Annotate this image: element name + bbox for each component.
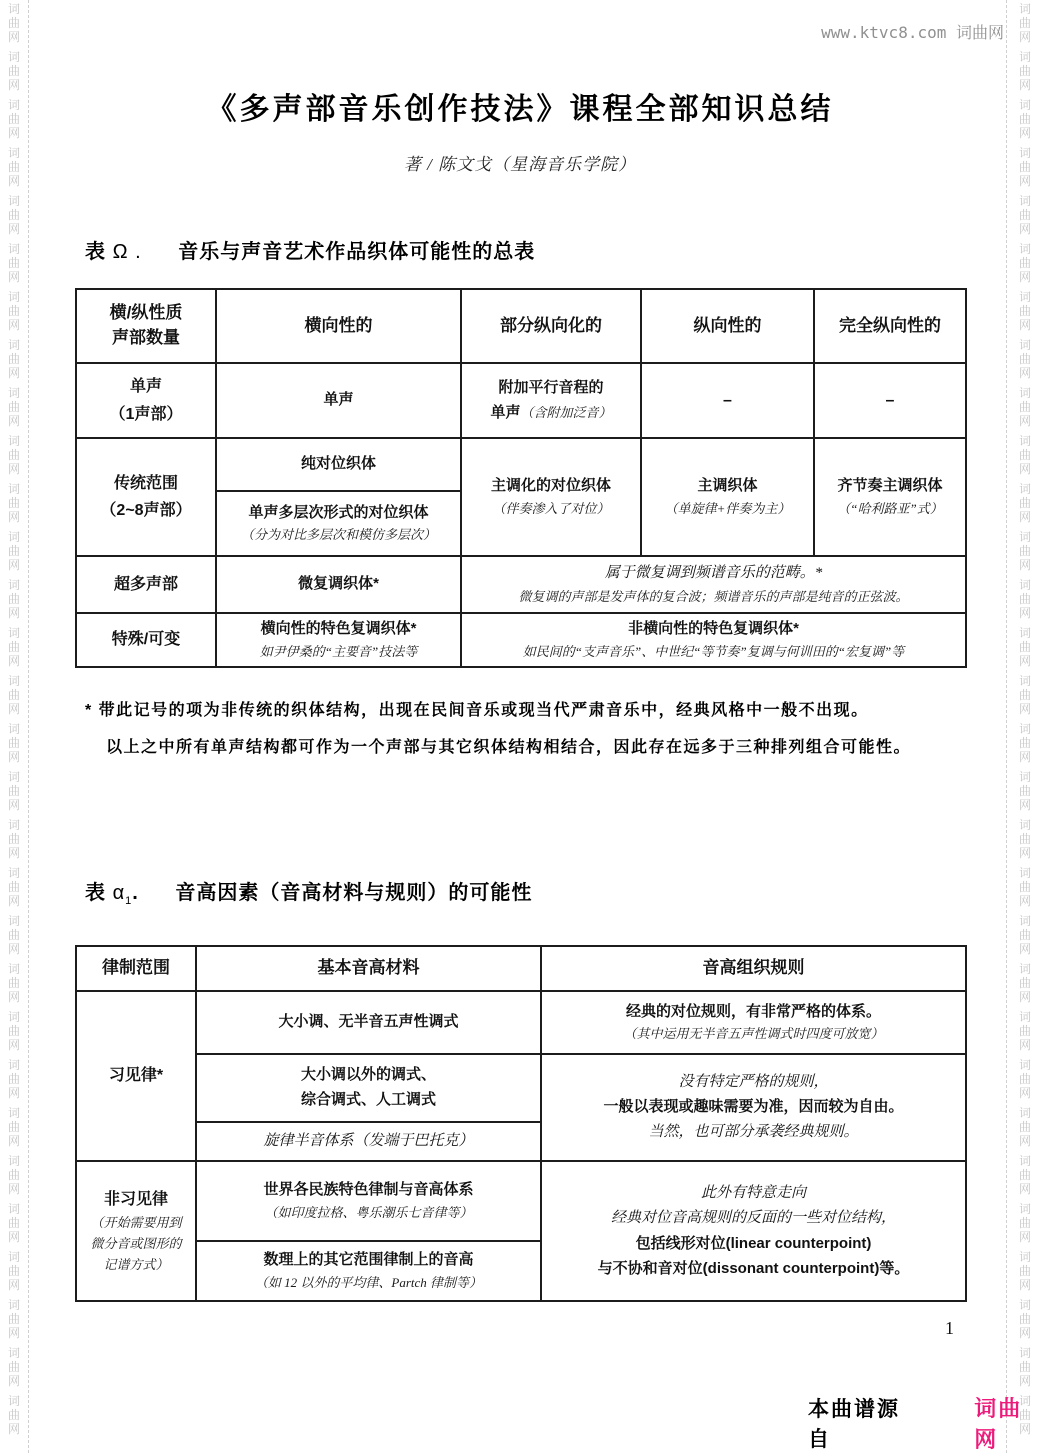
side-watermark-group: 词 曲 网 <box>1019 530 1032 572</box>
side-watermark-group: 词 曲 网 <box>1019 818 1032 860</box>
footnote-line1: * 带此记号的项为非传统的织体结构，出现在民间音乐或现当代严肃音乐中，经典风格中一般不出现。 <box>85 702 869 719</box>
side-watermark-group: 词 曲 网 <box>1019 722 1032 764</box>
omega-cell-special-span <box>461 613 966 667</box>
alpha-header-rules: 音高组织规则 <box>541 946 966 991</box>
side-watermark-group: 词 曲 网 <box>7 482 20 524</box>
omega-cell-pure-counterpoint: 纯对位织体 <box>216 438 461 491</box>
side-watermark-group: 词 曲 网 <box>1019 914 1032 956</box>
side-watermark-group: 词 曲 网 <box>1019 1106 1032 1148</box>
omega-cell-homophonized <box>461 438 641 556</box>
alpha-cell-free-rules-line1: 没有特定严格的规则， <box>678 1073 829 1090</box>
alpha-cell-counter-rules <box>541 1161 966 1301</box>
table-alpha <box>75 945 967 1302</box>
omega-row-mono-label-line2: （1声部） <box>109 405 183 423</box>
omega-cell-multilayer-main: 单声多层次形式的对位织体 <box>248 503 429 521</box>
alpha-label-uncommon-note2: 微分音或图形的 <box>90 1236 182 1252</box>
side-watermark-group: 词 曲 网 <box>1019 242 1032 284</box>
side-watermark-group: 词 曲 网 <box>1019 2 1032 44</box>
omega-header-vertical: 纵向性的 <box>641 289 814 363</box>
side-watermark-group: 词 曲 网 <box>7 866 20 908</box>
alpha-cell-counter-rules-line2: 经典对位音高规则的反面的一些对位结构， <box>610 1210 896 1227</box>
caption-alpha-subscript: 1 <box>125 895 133 907</box>
side-watermark-group: 词 曲 网 <box>1019 578 1032 620</box>
omega-header-partial: 部分纵向化的 <box>461 289 641 363</box>
alpha-label-uncommon-main: 非习见律 <box>103 1191 168 1209</box>
omega-cell-lateral-note: 如尹伊桑的“主要音”技法等 <box>259 643 418 659</box>
alpha-cell-free-rules-line2: 一般以表现或趣味需要为准，因而较为自由。 <box>603 1098 904 1116</box>
top-right-watermark: www.ktvc8.com 词曲网 <box>821 23 1004 42</box>
side-watermark-group: 词 曲 网 <box>1019 194 1032 236</box>
omega-cell-mono-partial-main: 单声 <box>490 403 521 421</box>
omega-cell-special-span-main: 非横向性的特色复调织体* <box>628 620 799 638</box>
omega-cell-mono-partial-line1: 附加平行音程的 <box>498 378 604 396</box>
omega-cell-special-span-note: 如民间的“支声音乐”、中世纪“等节奏”复调与何训田的“宏复调”等 <box>522 643 905 659</box>
side-watermark-group: 词 曲 网 <box>7 98 20 140</box>
alpha-cell-counter-rules-line3: 包括线形对位(linear counterpoint) <box>635 1234 872 1252</box>
alpha-cell-free-rules <box>541 1054 966 1161</box>
alpha-cell-classic-rules <box>541 991 966 1054</box>
byline: 著 / 陈文戈（星海音乐学院） <box>403 155 637 174</box>
omega-cell-isorhythmic <box>814 438 966 556</box>
side-watermark-group: 词 曲 网 <box>7 1154 20 1196</box>
alpha-cell-counter-rules-line4: 与不协和音对位(dissonant counterpoint)等。 <box>597 1259 910 1277</box>
alpha-header-material: 基本音高材料 <box>196 946 541 991</box>
footnote-line2: 以上之中所有单声结构都可作为一个声部与其它织体结构相结合，因此存在远多于三种排列组合可能性。 <box>106 739 912 756</box>
alpha-cell-ethnic-tunings <box>196 1161 541 1241</box>
side-watermark-group: 词 曲 网 <box>1019 1250 1032 1292</box>
side-watermark-group: 词 曲 网 <box>7 818 20 860</box>
alpha-cell-other-modes-line1: 大小调以外的调式、 <box>300 1066 436 1084</box>
side-watermark-group: 词 曲 网 <box>7 194 20 236</box>
side-watermark-group: 词 曲 网 <box>1019 50 1032 92</box>
side-watermark-group: 词 曲 网 <box>7 962 20 1004</box>
table-alpha-caption <box>85 876 532 907</box>
side-watermark-group: 词 曲 网 <box>7 386 20 428</box>
side-watermark-group: 词 曲 网 <box>1019 1394 1032 1436</box>
omega-cell-mono-partial <box>461 363 641 438</box>
omega-cell-lateral <box>216 613 461 667</box>
side-watermark-group: 词 曲 网 <box>1019 146 1032 188</box>
omega-cell-homophonic <box>641 438 814 556</box>
side-watermark-group: 词 曲 网 <box>1019 98 1032 140</box>
side-watermark-group: 词 曲 网 <box>7 2 20 44</box>
side-watermark-group: 词 曲 网 <box>1019 1202 1032 1244</box>
side-watermark-group: 词 曲 网 <box>1019 1010 1032 1052</box>
alpha-cell-other-modes <box>196 1054 541 1122</box>
omega-header-horizontal: 横向性的 <box>216 289 461 363</box>
side-watermark-group: 词 曲 网 <box>7 578 20 620</box>
alpha-label-common-tunings: 习见律* <box>76 991 196 1161</box>
omega-cell-homophonized-note: （伴奏渗入了对位） <box>492 500 610 516</box>
side-watermark-group: 词 曲 网 <box>1019 1154 1032 1196</box>
side-watermark-group: 词 曲 网 <box>1019 770 1032 812</box>
side-watermark-group: 词 曲 网 <box>1019 290 1032 332</box>
alpha-cell-major-minor-pentatonic: 大小调、无半音五声性调式 <box>196 991 541 1054</box>
caption-omega-label: 表 <box>85 241 106 263</box>
omega-row-special-label: 特殊/可变 <box>76 613 216 667</box>
side-watermark-group: 词 曲 网 <box>7 1058 20 1100</box>
omega-cell-super-span <box>461 556 966 613</box>
alpha-label-uncommon-note1: （开始需要用到 <box>90 1215 182 1231</box>
side-watermark-group: 词 曲 网 <box>7 722 20 764</box>
omega-cell-mono-vertical: – <box>641 363 814 438</box>
omega-header-axis <box>76 289 216 363</box>
omega-row-super-label: 超多声部 <box>76 556 216 613</box>
alpha-cell-free-rules-line3: 当然，也可部分承袭经典规则。 <box>648 1123 859 1140</box>
caption-omega-symbol: Ω . <box>112 241 142 263</box>
alpha-cell-ethnic-tunings-main: 世界各民族特色律制与音高体系 <box>263 1181 474 1199</box>
side-watermark-group: 词 曲 网 <box>7 1106 20 1148</box>
side-watermark-group: 词 曲 网 <box>7 1394 20 1436</box>
side-watermark-group: 词 曲 网 <box>1019 338 1032 380</box>
side-watermark-group: 词 曲 网 <box>7 674 20 716</box>
omega-cell-mono-partial-line2 <box>466 401 636 426</box>
side-watermark-group: 词 曲 网 <box>1019 962 1032 1004</box>
side-watermark-group: 词 曲 网 <box>7 50 20 92</box>
omega-header-axis-line2: 声部数量 <box>112 328 180 347</box>
side-watermark-group: 词 曲 网 <box>7 146 20 188</box>
omega-cell-mono-partial-note: （含附加泛音） <box>520 404 612 420</box>
side-watermark-group: 词 曲 网 <box>7 626 20 668</box>
side-watermark-group: 词 曲 网 <box>7 770 20 812</box>
omega-cell-lateral-main: 横向性的特色复调织体* <box>260 620 417 638</box>
alpha-cell-classic-rules-main: 经典的对位规则，有非常严格的体系。 <box>625 1002 881 1020</box>
omega-cell-mono-full: – <box>814 363 966 438</box>
caption-alpha-text: 音高因素（音高材料与规则）的可能性 <box>175 882 533 904</box>
omega-cell-homophonic-main: 主调织体 <box>697 477 758 495</box>
omega-cell-multilayer <box>216 491 461 556</box>
omega-row-traditional-label <box>76 438 216 556</box>
omega-cell-isorhythmic-note: （“哈利路亚”式） <box>837 500 943 516</box>
side-watermark-group: 词 曲 网 <box>1019 866 1032 908</box>
alpha-label-uncommon-tunings <box>76 1161 196 1301</box>
alpha-header-tuning-range: 律制范围 <box>76 946 196 991</box>
side-watermark-group: 词 曲 网 <box>7 530 20 572</box>
caption-alpha-label: 表 <box>85 882 106 904</box>
side-watermark-group: 词 曲 网 <box>7 434 20 476</box>
table-omega-footnote <box>85 692 965 766</box>
side-watermark-group: 词 曲 网 <box>7 1010 20 1052</box>
side-watermark-group: 词 曲 网 <box>1019 626 1032 668</box>
side-watermark-group: 词 曲 网 <box>7 290 20 332</box>
side-watermark-group: 词 曲 网 <box>7 1250 20 1292</box>
omega-header-full: 完全纵向性的 <box>814 289 966 363</box>
side-watermark-group: 词 曲 网 <box>7 1346 20 1388</box>
omega-row-mono-label-line1: 单声 <box>129 378 162 396</box>
side-watermark-group: 词 曲 网 <box>1019 1346 1032 1388</box>
alpha-cell-ethnic-tunings-note: （如印度拉格、粤乐潮乐七音律等） <box>264 1204 473 1220</box>
omega-cell-homophonic-note: （单旋律+伴奏为主） <box>664 500 791 516</box>
caption-omega-text: 音乐与声音艺术作品织体可能性的总表 <box>178 241 536 263</box>
omega-cell-mono-horizontal: 单声 <box>216 363 461 438</box>
side-watermark-group: 词 曲 网 <box>1019 1058 1032 1100</box>
footer-source-line <box>808 1392 1042 1453</box>
side-watermark-group: 词 曲 网 <box>1019 434 1032 476</box>
omega-row-mono-label <box>76 363 216 438</box>
side-watermark-group: 词 曲 网 <box>7 338 20 380</box>
footer-source-prefix: 本曲谱源自 <box>808 1398 900 1451</box>
omega-cell-super-span-main: 属于微复调到频谱音乐的范畴。* <box>604 565 823 582</box>
alpha-cell-mathematical-tunings-note: （如 12 以外的平均律、Partch 律制等） <box>254 1274 483 1290</box>
omega-cell-homophonized-main: 主调化的对位织体 <box>490 477 611 495</box>
side-watermark-group: 词 曲 网 <box>1019 1298 1032 1340</box>
alpha-label-uncommon-note3: 记谱方式） <box>103 1256 169 1272</box>
alpha-cell-other-modes-line2: 综合调式、人工调式 <box>300 1091 436 1108</box>
side-watermark-group: 词 曲 网 <box>7 1298 20 1340</box>
alpha-cell-classic-rules-note: （其中运用无半音五声性调式时四度可放宽） <box>623 1026 884 1042</box>
table-omega-caption <box>85 235 535 264</box>
omega-row-traditional-label-line2: （2~8声部） <box>100 502 192 519</box>
page-number: 1 <box>945 1318 954 1338</box>
omega-cell-isorhythmic-main: 齐节奏主调织体 <box>837 477 943 495</box>
alpha-cell-mathematical-tunings-main: 数理上的其它范围律制上的音高 <box>263 1251 474 1269</box>
alpha-cell-mathematical-tunings <box>196 1241 541 1301</box>
left-watermark-column <box>0 0 29 1453</box>
side-watermark-group: 词 曲 网 <box>7 242 20 284</box>
omega-row-traditional-label-line1: 传统范围 <box>113 474 178 492</box>
alpha-cell-melodic-chromaticism: 旋律半音体系（发端于巴托克） <box>196 1122 541 1161</box>
caption-alpha-symbol: α <box>112 882 126 904</box>
omega-cell-micropolyphony: 微复调织体* <box>216 556 461 613</box>
side-watermark-group: 词 曲 网 <box>1019 674 1032 716</box>
omega-header-axis-line1: 横/纵性质 <box>109 303 183 323</box>
side-watermark-group: 词 曲 网 <box>7 914 20 956</box>
side-watermark-group: 词 曲 网 <box>7 1202 20 1244</box>
side-watermark-group: 词 曲 网 <box>1019 386 1032 428</box>
table-omega <box>75 288 967 668</box>
alpha-cell-counter-rules-line1: 此外有特意走向 <box>700 1184 806 1201</box>
caption-alpha-dot: . <box>132 882 139 904</box>
footer-brand: 词曲网 <box>974 1396 1023 1452</box>
omega-cell-super-span-note: 微复调的声部是发声体的复合波；频谱音乐的声部是纯音的正弦波。 <box>518 588 909 604</box>
page-title: 《多声部音乐创作技法》课程全部知识总结 <box>206 93 834 126</box>
right-watermark-column <box>1006 0 1042 1453</box>
side-watermark-group: 词 曲 网 <box>1019 482 1032 524</box>
omega-cell-multilayer-note: （分为对比多层次和模仿多层次） <box>240 527 436 543</box>
